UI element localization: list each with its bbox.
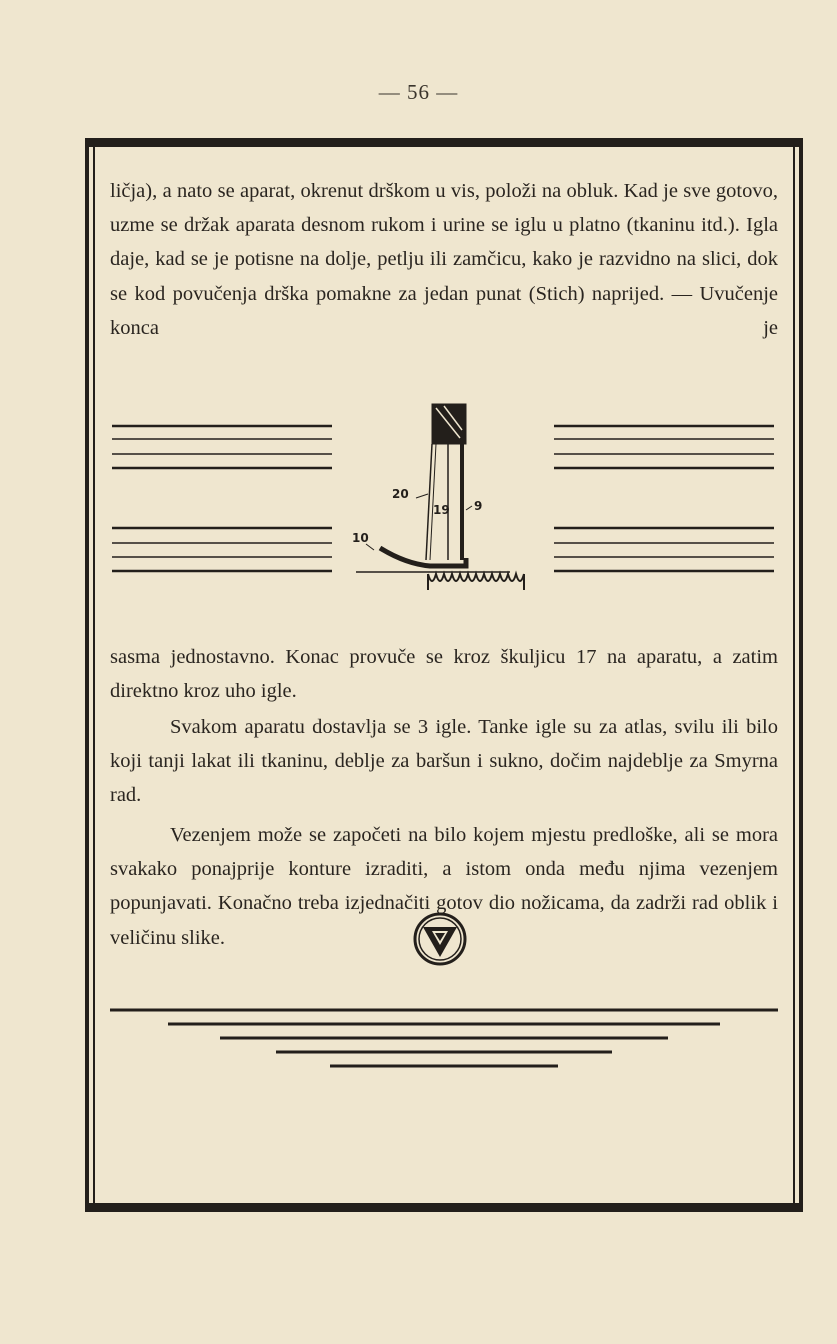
frame-left-inner-line (93, 147, 95, 1203)
triangle-emblem-icon (413, 912, 467, 966)
label-10: 10 (352, 531, 369, 545)
frame-top-bar (85, 138, 803, 147)
paragraph-3: Svakom aparatu dostavlja se 3 igle. Tanke igle su za atlas, svilu ili bilo koji tanji lakat ili tkaninu, deblje za baršun i sukno, dočim najdeblje za Smyrna rad. (110, 716, 778, 807)
frame-right-inner-line (793, 147, 795, 1203)
needle-diagram (110, 398, 778, 608)
frame-right-line (799, 147, 803, 1203)
frame-left-line (85, 147, 89, 1203)
paragraph-1: ličja), a nato se aparat, okrenut drškom u vis, položi na obluk. Kad je sve gotovo, uzme se držak aparata desnom rukom i urine se iglu u platno (tkaninu itd.). Igla daje, kad se je potisne na dolje, petlju ili zamčicu, kako je razvidno na slici, dok se kod povučenja drška pomakne za jedan punat (Stich) naprijed. — Uvučenje konca je (110, 180, 778, 339)
label-9: 9 (474, 499, 483, 513)
page-number: — 56 — (378, 80, 459, 104)
paragraph-4: Vezenjem može se započeti na bilo kojem mjestu predloške, ali se mora svakako ponajprije konture izraditi, a istom onda među njima vezenjem popunjavati. Konačno treba izjednačiti gotov dio nožicama, da zadrži rad oblik i veličinu slike. (110, 824, 778, 949)
right-rule-group (554, 426, 774, 571)
left-rule-group (112, 426, 332, 571)
label-20: 20 (392, 487, 409, 501)
needle-figure (110, 398, 778, 608)
closing-ornament (110, 1004, 778, 1084)
paragraph-2: sasma jednostavno. Konac provuče se kroz škuljicu 17 na aparatu, a zatim direktno kroz uho igle. (110, 646, 778, 703)
label-19: 19 (433, 503, 450, 517)
frame-bottom-bar (85, 1203, 803, 1212)
needle-apparatus (356, 404, 524, 590)
